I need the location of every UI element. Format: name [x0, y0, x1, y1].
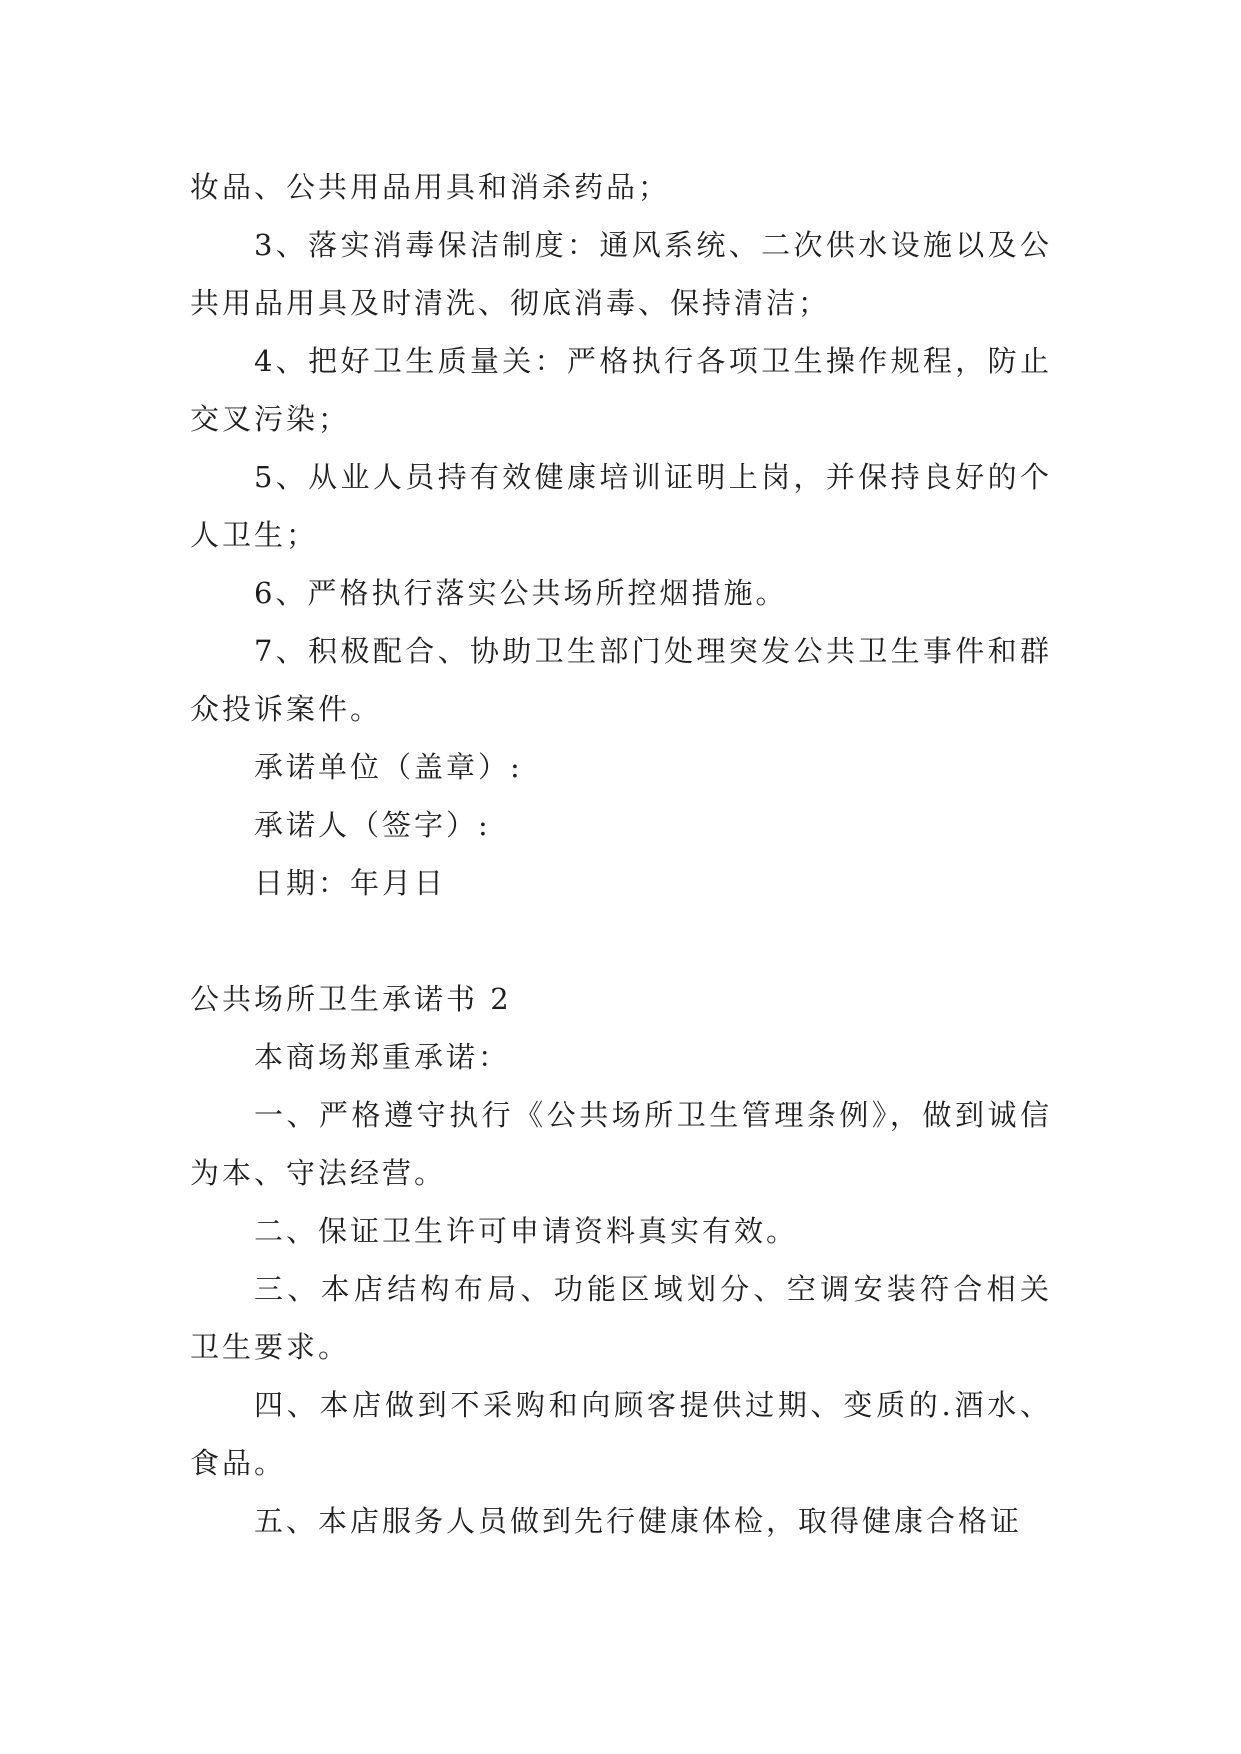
paragraph-item-4: 4、把好卫生质量关：严格执行各项卫生操作规程，防止交叉污染；	[190, 344, 1052, 436]
paragraph-clause-2: 二、保证卫生许可申请资料真实有效。	[254, 1214, 799, 1248]
paragraph-intro: 本商场郑重承诺：	[254, 1040, 511, 1074]
paragraph-clause-3: 三、本店结构布局、功能区域划分、空调安装符合相关卫生要求。	[190, 1272, 1052, 1364]
paragraph-item-7: 7、积极配合、协助卫生部门处理突发公共卫生事件和群众投诉案件。	[190, 634, 1052, 726]
section-gap	[190, 912, 1052, 970]
paragraph-clause-4: 四、本店做到不采购和向顾客提供过期、变质的.酒水、食品。	[190, 1388, 1052, 1480]
section-title: 公共场所卫生承诺书 2	[190, 982, 512, 1016]
paragraph-clause-5: 五、本店服务人员做到先行健康体检，取得健康合格证	[254, 1504, 1023, 1538]
paragraph-continuation: 妆品、公共用品用具和消杀药品；	[190, 170, 671, 204]
signature-date: 日期：年月日	[254, 866, 447, 900]
paragraph-item-6: 6、严格执行落实公共场所控烟措施。	[254, 576, 788, 610]
paragraph-clause-1: 一、严格遵守执行《公共场所卫生管理条例》，做到诚信为本、守法经营。	[190, 1098, 1052, 1190]
signature-person: 承诺人（签字）:	[254, 808, 491, 842]
paragraph-item-5: 5、从业人员持有效健康培训证明上岗，并保持良好的个人卫生；	[190, 460, 1052, 552]
signature-unit: 承诺单位（盖章）:	[254, 750, 523, 784]
document-body	[190, 158, 1052, 1550]
paragraph-item-3: 3、落实消毒保洁制度：通风系统、二次供水设施以及公共用品用具及时清洗、彻底消毒、保持清洁；	[190, 228, 1052, 320]
